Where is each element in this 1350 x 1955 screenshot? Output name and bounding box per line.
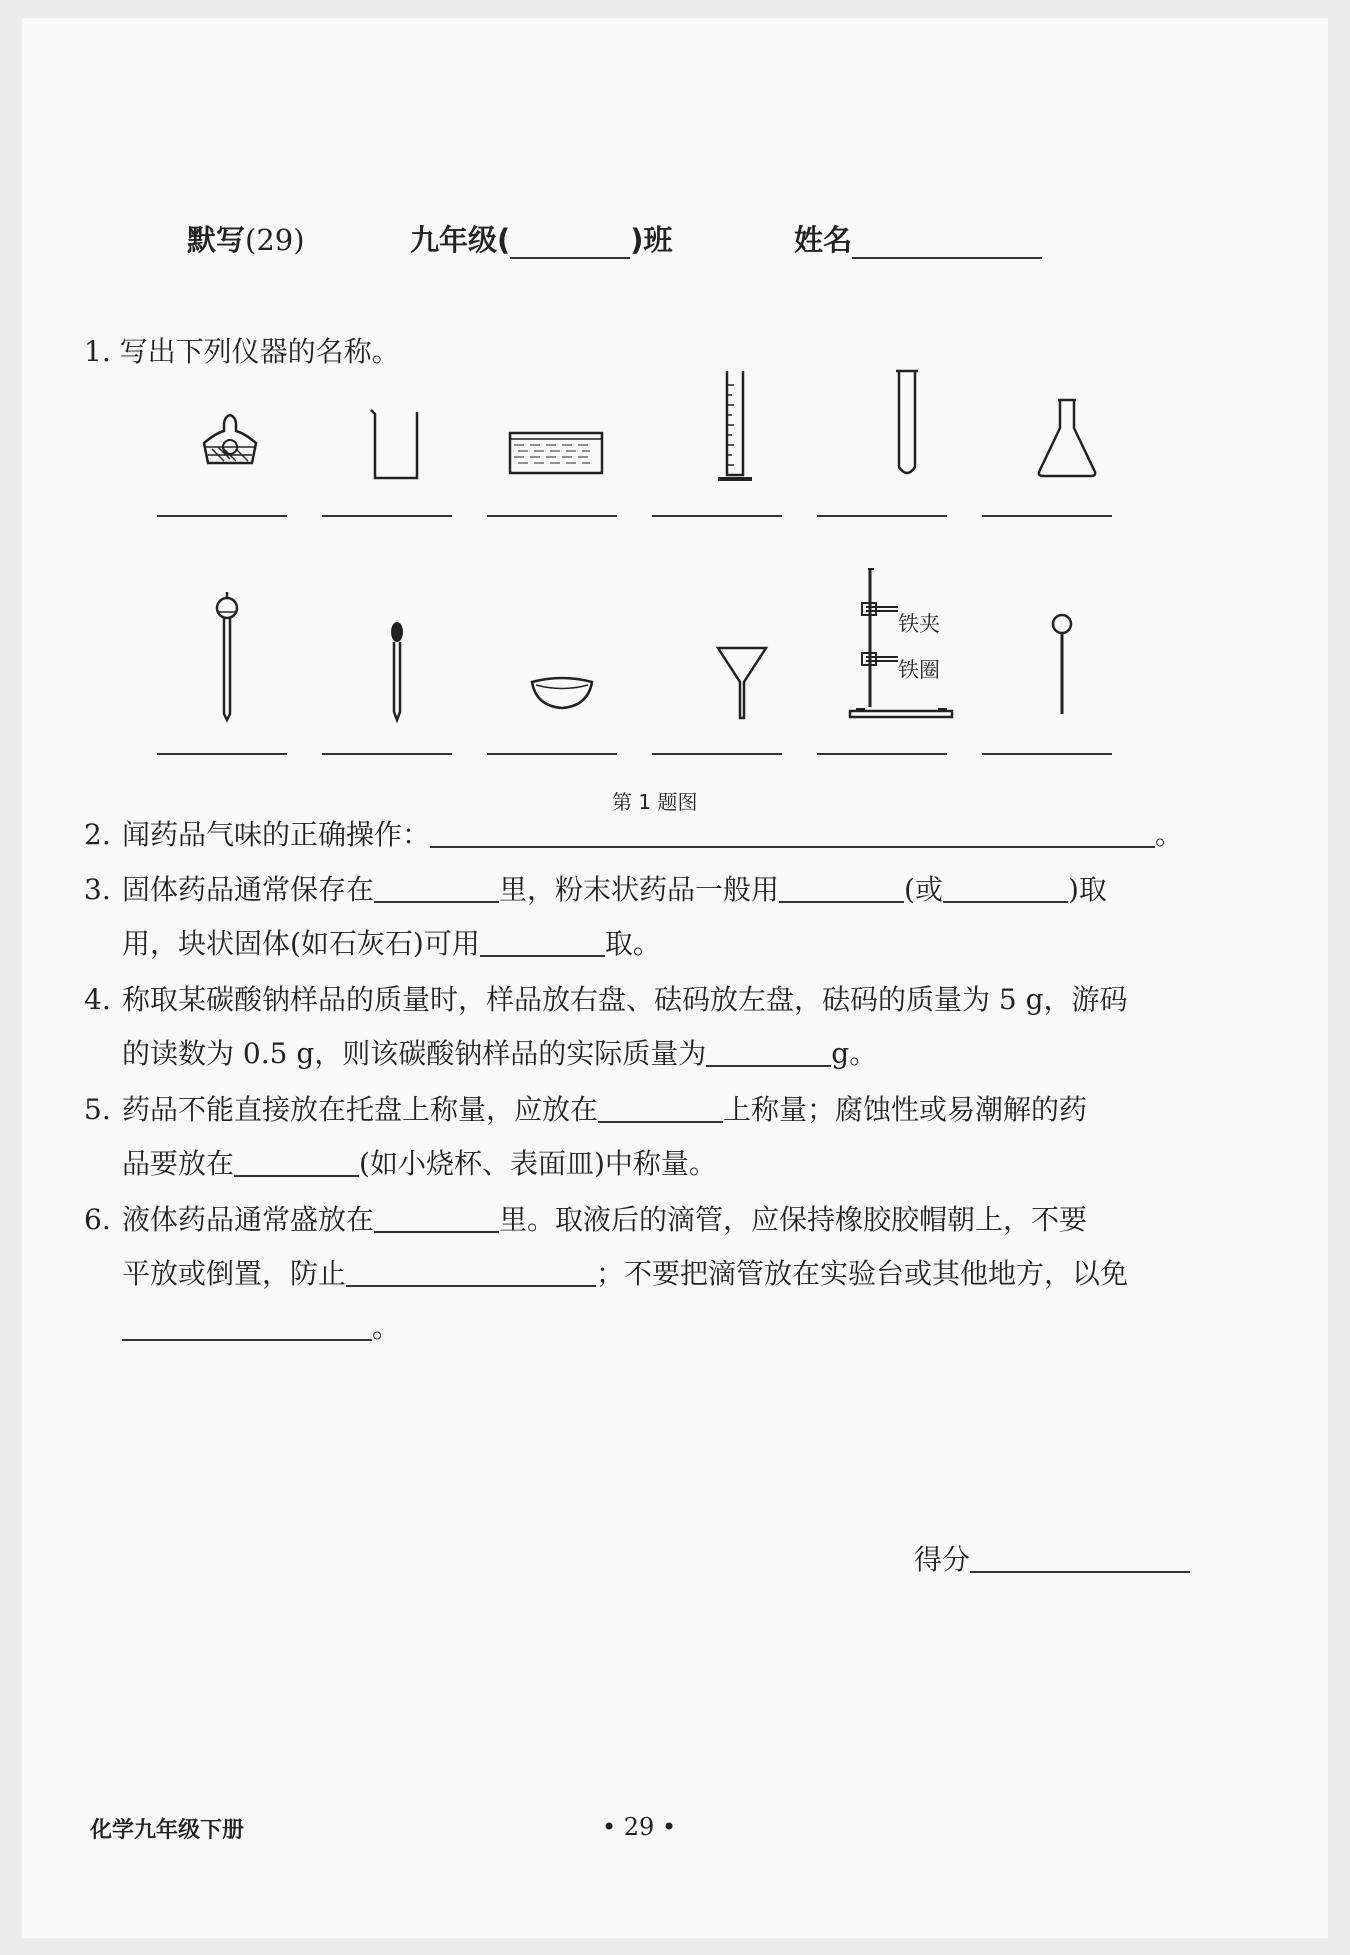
- answer-line[interactable]: [157, 753, 287, 755]
- class-blank[interactable]: [510, 229, 630, 259]
- combustion-spoon-icon: [1042, 608, 1082, 723]
- answer-line[interactable]: [157, 515, 287, 517]
- water-trough-icon: [500, 413, 610, 483]
- question-3: 3. 固体药品通常保存在 里，粉末状药品一般用 (或 )取 用，块状固体(如石灰石)可用 取。: [84, 873, 1107, 960]
- answer-blank[interactable]: [374, 871, 499, 903]
- test-tube-icon: [882, 363, 932, 488]
- answer-line[interactable]: [322, 753, 452, 755]
- dictation-title: 默写(29): [187, 223, 305, 257]
- answer-blank[interactable]: [706, 1035, 831, 1067]
- answer-line[interactable]: [982, 753, 1112, 755]
- evaporating-dish-icon: [522, 668, 602, 718]
- answer-line[interactable]: [322, 515, 452, 517]
- graduated-cylinder-icon: [710, 363, 760, 488]
- question-4: 4. 称取某碳酸钠样品的质量时，样品放右盘、砝码放左盘，砝码的质量为 5 g，游码 的读数为 0.5 g，则该碳酸钠样品的实际质量为 g。: [84, 983, 1128, 1070]
- funnel-icon: [712, 638, 772, 723]
- iron-stand-icon: [842, 563, 972, 728]
- dropper-icon: [382, 618, 412, 723]
- iron-ring-label: 铁圈: [898, 658, 940, 682]
- answer-blank[interactable]: [122, 1309, 372, 1341]
- answer-blank[interactable]: [234, 1145, 359, 1177]
- answer-blank[interactable]: [430, 816, 1155, 848]
- worksheet-page: [22, 18, 1328, 1938]
- answer-blank[interactable]: [598, 1091, 723, 1123]
- figure-caption: 第 1 题图: [612, 790, 698, 814]
- alcohol-lamp-icon: [190, 403, 270, 483]
- answer-line[interactable]: [982, 515, 1112, 517]
- answer-line[interactable]: [652, 515, 782, 517]
- beaker-icon: [355, 398, 435, 488]
- class-field: 九年级( )班: [410, 223, 673, 257]
- answer-line[interactable]: [817, 515, 947, 517]
- book-title: 化学九年级下册: [90, 1818, 245, 1843]
- page-number: • 29 •: [602, 1813, 677, 1841]
- answer-blank[interactable]: [374, 1201, 499, 1233]
- question-6: 6. 液体药品通常盛放在 里。取液后的滴管，应保持橡胶胶帽朝上，不要 平放或倒置，防止 ；不要把滴管放在实验台或其他地方，以免 。: [84, 1203, 1129, 1344]
- conical-flask-icon: [1027, 388, 1107, 488]
- answer-line[interactable]: [487, 753, 617, 755]
- answer-blank[interactable]: [943, 871, 1068, 903]
- question-2: 2. 闻药品气味的正确操作： 。: [84, 818, 1184, 851]
- answer-line[interactable]: [487, 515, 617, 517]
- answer-line[interactable]: [817, 753, 947, 755]
- question-5: 5. 药品不能直接放在托盘上称量，应放在 上称量；腐蚀性或易潮解的药 品要放在 (如小烧杯、表面皿)中称量。: [84, 1093, 1088, 1180]
- iron-clamp-label: 铁夹: [898, 612, 940, 636]
- question-1-prompt: 1. 写出下列仪器的名称。: [84, 335, 400, 368]
- name-field: 姓名: [794, 218, 1042, 259]
- score-field: 得分: [914, 1538, 1190, 1578]
- answer-line[interactable]: [652, 753, 782, 755]
- name-blank[interactable]: [852, 229, 1042, 259]
- long-neck-funnel-icon: [202, 588, 252, 723]
- answer-blank[interactable]: [346, 1255, 596, 1287]
- score-blank[interactable]: [970, 1541, 1190, 1573]
- answer-blank[interactable]: [779, 871, 904, 903]
- answer-blank[interactable]: [480, 925, 605, 957]
